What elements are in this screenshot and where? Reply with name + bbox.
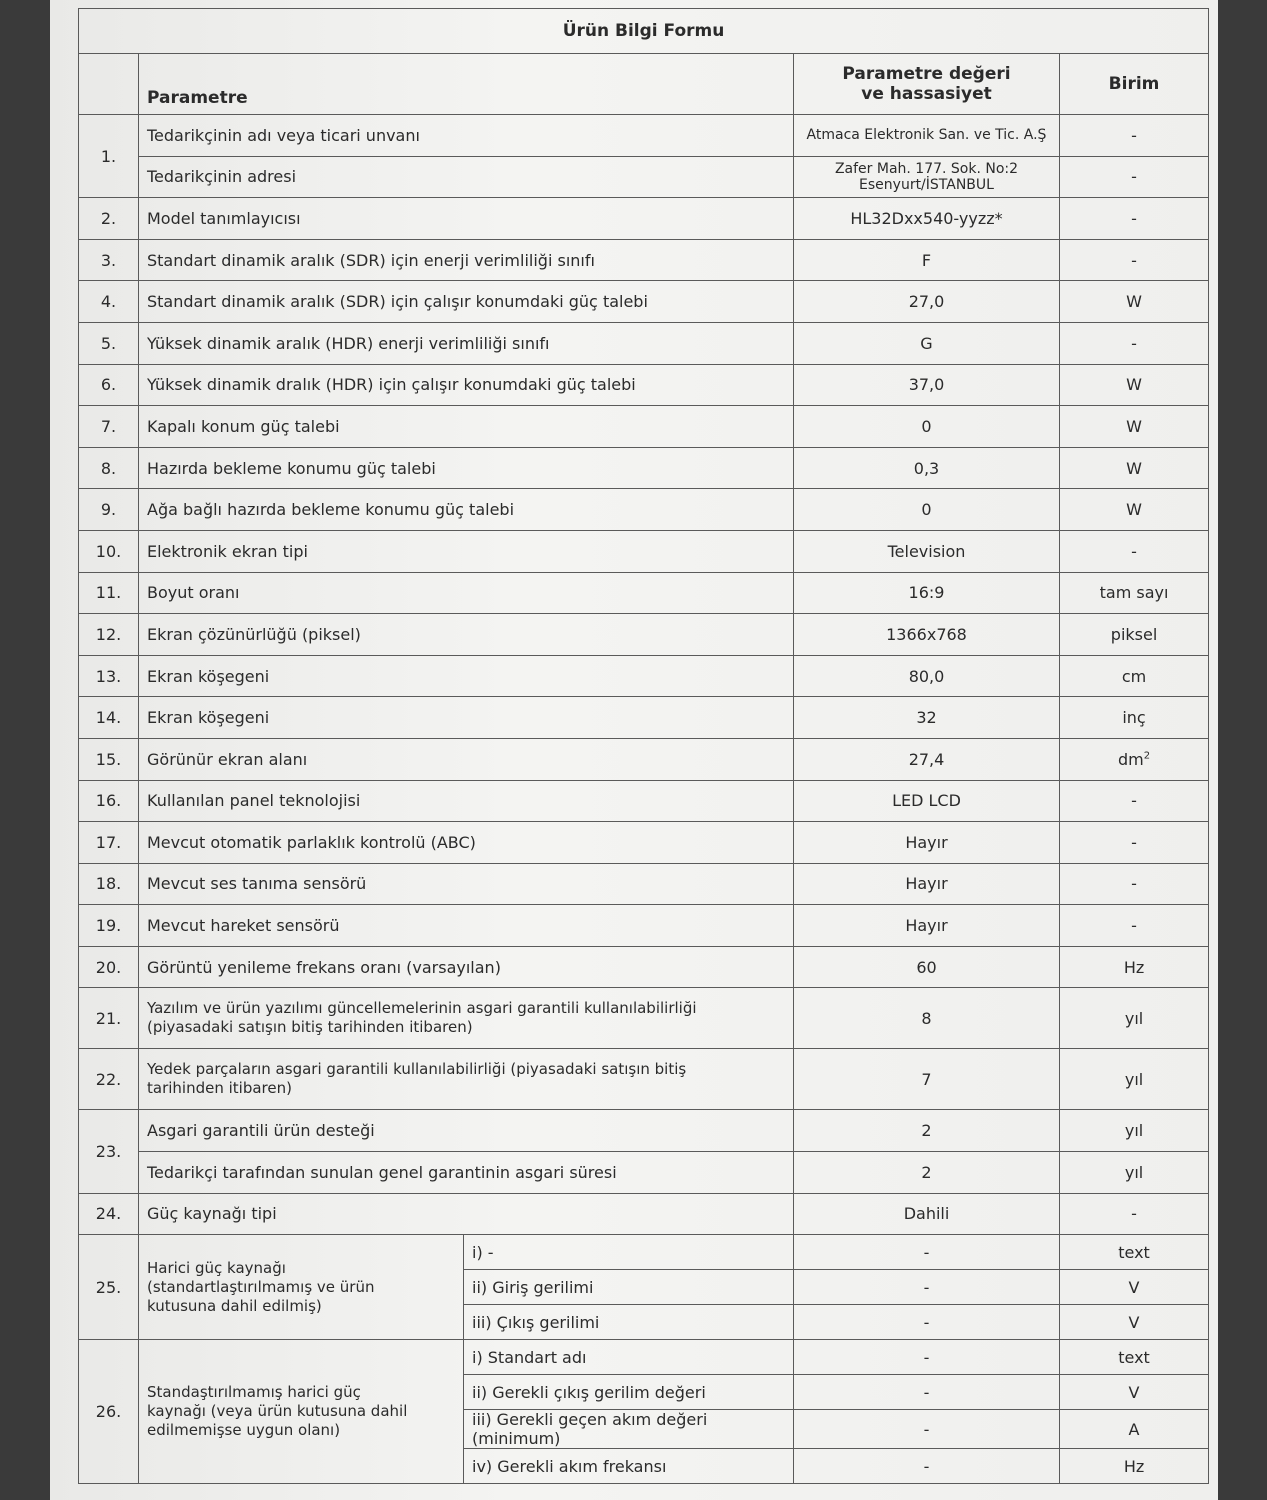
row-unit-exponent: 2 [1143,750,1151,762]
table-row [79,406,1209,448]
row-value: - [794,1235,1060,1270]
row-label-line1: Yedek parçaların asgari garantili kullanılabilirliği (piyasadaki satışın bitiş [147,1060,687,1079]
row-number: 8. [79,447,139,489]
row-value: 8 [794,988,1060,1049]
row-number: 3. [79,239,139,281]
row-value: G [794,322,1060,364]
row-number: 12. [79,614,139,656]
row-unit: piksel [1060,614,1209,656]
row-label-line3: edilmemişse uygun olanı) [147,1421,341,1440]
header-value-line2: ve hassasiyet [861,84,992,104]
row-unit: - [1060,322,1209,364]
row-unit-base: dm [1117,749,1144,769]
row-unit: yıl [1060,1110,1209,1152]
row-label: Tedarikçinin adı veya ticari unvanı [139,115,794,157]
sub-label: iv) Gerekli akım frekansı [464,1449,794,1484]
row-value: F [794,239,1060,281]
row-label: Ekran çözünürlüğü (piksel) [139,614,794,656]
row-unit: yıl [1060,988,1209,1049]
row-number: 26. [79,1340,139,1484]
row-value [794,156,1060,198]
row-unit: text [1060,1235,1209,1270]
row-unit: - [1060,530,1209,572]
table-row [79,156,1209,198]
row-unit: tam sayı [1060,572,1209,614]
row-label-line1: Yazılım ve ürün yazılımı güncellemelerinin asgari garantili kullanılabilirliği [147,999,697,1018]
row-number: 7. [79,406,139,448]
row-unit: Hz [1060,946,1209,988]
row-unit: V [1060,1270,1209,1305]
row-label: Mevcut otomatik parlaklık kontrolü (ABC) [139,822,794,864]
row-label-line1: Standaştırılmamış harici güç [147,1383,361,1402]
row-label [139,1235,464,1340]
row-number: 10. [79,530,139,572]
table-row [79,1340,1209,1375]
row-label: Hazırda bekleme konumu güç talebi [139,447,794,489]
row-value: 1366x768 [794,614,1060,656]
table-row [79,946,1209,988]
table-row [79,364,1209,406]
row-value-line2: Esenyurt/İSTANBUL [859,176,994,193]
row-number: 17. [79,822,139,864]
row-value: 80,0 [794,655,1060,697]
row-value: Television [794,530,1060,572]
sub-label: iii) Gerekli geçen akım değeri (minimum) [464,1410,794,1449]
row-number: 4. [79,281,139,323]
row-label: Yüksek dinamik dralık (HDR) için çalışır konumdaki güç talebi [139,364,794,406]
row-label: Mevcut hareket sensörü [139,905,794,947]
product-info-table [78,8,1209,1484]
table-row [79,697,1209,739]
table-row [79,905,1209,947]
row-number: 23. [79,1110,139,1193]
row-value: 0 [794,489,1060,531]
row-number: 22. [79,1049,139,1110]
row-value: HL32Dxx540-yyzz* [794,198,1060,240]
row-value: 37,0 [794,364,1060,406]
row-label-line2: (piyasadaki satışın bitiş tarihinden itibaren) [147,1018,473,1037]
row-label [139,1049,794,1110]
row-value: LED LCD [794,780,1060,822]
row-value: 7 [794,1049,1060,1110]
row-label: Ekran köşegeni [139,655,794,697]
row-label: Tedarikçi tarafından sunulan genel garantinin asgari süresi [139,1152,794,1194]
row-number: 18. [79,863,139,905]
row-label: Tedarikçinin adresi [139,156,794,198]
row-number: 20. [79,946,139,988]
row-unit: yıl [1060,1152,1209,1194]
row-unit: - [1060,822,1209,864]
row-value: 60 [794,946,1060,988]
table-row [79,281,1209,323]
row-value-line1: Zafer Mah. 177. Sok. No:2 [834,160,1019,177]
table-row [79,614,1209,656]
row-value: 27,0 [794,281,1060,323]
row-label: Model tanımlayıcısı [139,198,794,240]
row-label: Güç kaynağı tipi [139,1193,794,1235]
row-unit: W [1060,281,1209,323]
header-unit: Birim [1060,54,1209,115]
row-value: Atmaca Elektronik San. ve Tic. A.Ş [794,115,1060,157]
row-unit: - [1060,780,1209,822]
row-value: 32 [794,697,1060,739]
row-label: Elektronik ekran tipi [139,530,794,572]
row-number: 2. [79,198,139,240]
row-unit: - [1060,239,1209,281]
row-unit: - [1060,156,1209,198]
row-number: 16. [79,780,139,822]
row-value: 0,3 [794,447,1060,489]
row-unit: V [1060,1305,1209,1340]
row-number: 9. [79,489,139,531]
row-number: 1. [79,115,139,198]
row-unit: - [1060,863,1209,905]
row-unit: cm [1060,655,1209,697]
row-label [139,1340,464,1484]
table-row [79,655,1209,697]
row-number: 5. [79,322,139,364]
row-number: 15. [79,738,139,780]
row-number: 24. [79,1193,139,1235]
row-value: Dahili [794,1193,1060,1235]
row-unit [1060,738,1209,780]
row-unit: - [1060,198,1209,240]
row-unit: W [1060,447,1209,489]
row-label: Yüksek dinamik aralık (HDR) enerji verimliliği sınıfı [139,322,794,364]
row-number: 6. [79,364,139,406]
table-row [79,1049,1209,1110]
table-row [79,822,1209,864]
table-row [79,322,1209,364]
table-row [79,198,1209,240]
sub-label: i) Standart adı [464,1340,794,1375]
row-value: 2 [794,1110,1060,1152]
table-row [79,239,1209,281]
row-unit: yıl [1060,1049,1209,1110]
table-row [79,572,1209,614]
row-value: Hayır [794,822,1060,864]
row-value: 27,4 [794,738,1060,780]
row-label-line1: Harici güç kaynağı [147,1258,286,1277]
sub-label: iii) Çıkış gerilimi [464,1305,794,1340]
table-row [79,447,1209,489]
row-number: 19. [79,905,139,947]
table-row [79,988,1209,1049]
row-unit: Hz [1060,1449,1209,1484]
table-row [79,1235,1209,1270]
sub-label: ii) Giriş gerilimi [464,1270,794,1305]
row-unit: - [1060,905,1209,947]
sub-label: ii) Gerekli çıkış gerilim değeri [464,1375,794,1410]
row-unit: text [1060,1340,1209,1375]
table-row [79,1193,1209,1235]
row-number: 25. [79,1235,139,1340]
row-label: Boyut oranı [139,572,794,614]
table-row [79,489,1209,531]
sub-label: i) - [464,1235,794,1270]
form-title: Ürün Bilgi Formu [79,9,1209,54]
table-row [79,530,1209,572]
row-label: Görüntü yenileme frekans oranı (varsayılan) [139,946,794,988]
row-label: Görünür ekran alanı [139,738,794,780]
table-row [79,1152,1209,1194]
row-label: Standart dinamik aralık (SDR) için çalışır konumdaki güç talebi [139,281,794,323]
row-label: Kullanılan panel teknolojisi [139,780,794,822]
row-label: Asgari garantili ürün desteği [139,1110,794,1152]
row-unit: A [1060,1410,1209,1449]
row-label-line2: tarihinden itibaren) [147,1079,292,1098]
row-label: Ekran köşegeni [139,697,794,739]
row-value: 16:9 [794,572,1060,614]
row-value: - [794,1375,1060,1410]
row-value: - [794,1305,1060,1340]
header-parameter: Parametre [139,54,794,115]
paper-sheet [50,0,1218,1500]
row-label-line3: kutusuna dahil edilmiş) [147,1296,322,1315]
row-label-line2: kaynağı (veya ürün kutusuna dahil [147,1402,408,1421]
row-unit: W [1060,489,1209,531]
row-unit: - [1060,115,1209,157]
row-number: 13. [79,655,139,697]
row-unit: V [1060,1375,1209,1410]
row-label: Mevcut ses tanıma sensörü [139,863,794,905]
row-value: - [794,1270,1060,1305]
row-label: Kapalı konum güç talebi [139,406,794,448]
table-row [79,1110,1209,1152]
row-value: - [794,1410,1060,1449]
header-value [794,54,1060,115]
row-unit: W [1060,406,1209,448]
row-unit: W [1060,364,1209,406]
row-value: 0 [794,406,1060,448]
row-number: 21. [79,988,139,1049]
row-number: 14. [79,697,139,739]
row-label: Ağa bağlı hazırda bekleme konumu güç talebi [139,489,794,531]
row-label [139,988,794,1049]
table-row [79,738,1209,780]
row-value: Hayır [794,905,1060,947]
header-value-line1: Parametre değeri [842,64,1011,84]
row-value: Hayır [794,863,1060,905]
row-value: - [794,1340,1060,1375]
row-value: 2 [794,1152,1060,1194]
table-row [79,780,1209,822]
row-unit: - [1060,1193,1209,1235]
header-number [79,54,139,115]
row-unit: inç [1060,697,1209,739]
row-label-line2: (standartlaştırılmamış ve ürün [147,1277,375,1296]
table-row [79,863,1209,905]
table-row [79,115,1209,157]
row-value: - [794,1449,1060,1484]
row-number: 11. [79,572,139,614]
row-label: Standart dinamik aralık (SDR) için enerji verimliliği sınıfı [139,239,794,281]
